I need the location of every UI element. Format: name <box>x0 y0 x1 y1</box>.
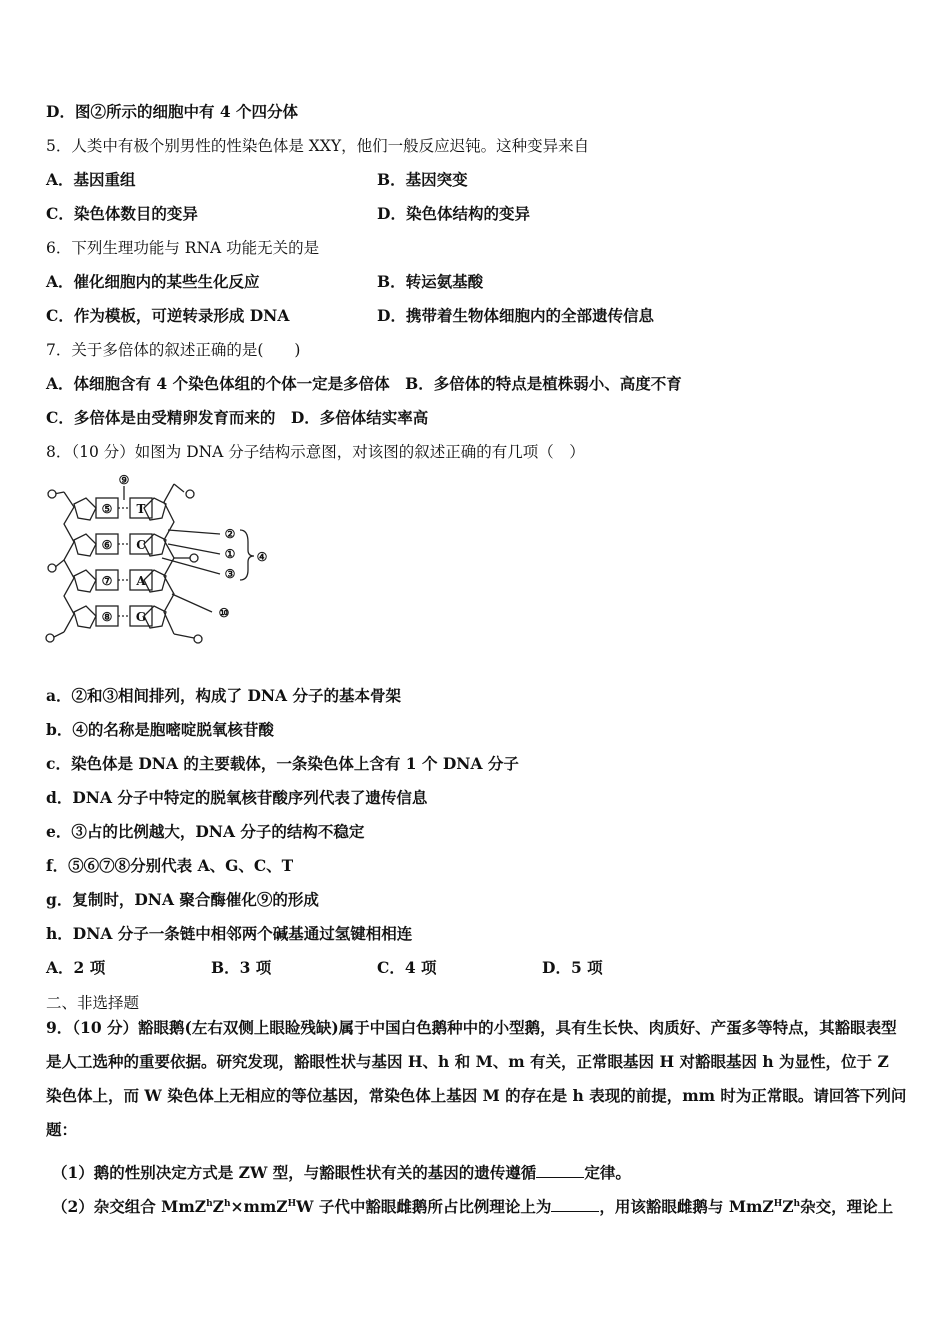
q5-option-b: B．基因突变 <box>377 170 468 189</box>
label-4: ④ <box>256 550 268 564</box>
q5-option-a: A．基因重组 <box>46 170 136 189</box>
base-letter: A <box>136 574 146 588</box>
superscript: H <box>773 1198 783 1209</box>
q9-sub2 <box>52 1197 893 1217</box>
q6-option-c: C．作为模板，可逆转录形成 DNA <box>46 306 290 325</box>
label-1: ① <box>224 547 236 561</box>
q8-statement-a: a．②和③相间排列，构成了 DNA 分子的基本骨架 <box>46 686 401 705</box>
q9-sub2-text: W 子代中豁眼雌鹅所占比例理论上为 <box>296 1197 552 1216</box>
q6-option-a: A．催化细胞内的某些生化反应 <box>46 272 260 291</box>
q5-option-c: C．染色体数目的变异 <box>46 204 198 223</box>
section-heading: 二、非选择题 <box>46 994 140 1012</box>
q6-stem: 6．下列生理功能与 RNA 功能无关的是 <box>46 239 320 257</box>
base-letter: T <box>136 502 146 516</box>
q8-option-b: B．3 项 <box>211 958 272 977</box>
q9-sub1-text: （1）鹅的性别决定方式是 ZW 型，与豁眼性状有关的基因的遗传遵循 <box>52 1163 537 1182</box>
q8-statement-b: b．④的名称是胞嘧啶脱氧核苷酸 <box>46 720 274 739</box>
q9-sub2-text: （2）杂交组合 MmZ <box>52 1197 207 1216</box>
q8-stem: 8．（10 分）如图为 DNA 分子结构示意图，对该图的叙述正确的有几项（ ） <box>46 443 585 461</box>
dna-structure-diagram <box>44 472 284 652</box>
q5-stem: 5．人类中有极个别男性的性染色体是 XXY，他们一般反应迟钝。这种变异来自 <box>46 137 590 155</box>
nucleotide-number: ⑧ <box>101 610 113 624</box>
q7-stem: 7．关于多倍体的叙述正确的是( ) <box>46 341 301 359</box>
q9-paragraph: 9．（10 分）豁眼鹅(左右双侧上眼睑残缺)属于中国白色鹅种中的小型鹅，具有生长快、肉质好、产蛋多等特点，其豁眼表型是人工选种的重要依据。研究发现，豁眼性状与基因 H、h 和 M、m 有关，正常眼基因 H 对豁眼基因 h 为显性，位于 Z 染色体上，而 W 染色体上无相应的等位基因，常染色体上基因 M 的存在是 h 表现的前提，mm 时为正常眼。请回答下列问题： <box>46 1018 907 1139</box>
label-9: ⑨ <box>118 473 130 487</box>
q6-option-b: B．转运氨基酸 <box>377 272 484 291</box>
q7-options-cd: C．多倍体是由受精卵发育而来的 D．多倍体结实率高 <box>46 408 429 427</box>
nucleotide-number: ⑦ <box>101 574 113 588</box>
q8-statement-c: c．染色体是 DNA 的主要载体，一条染色体上含有 1 个 DNA 分子 <box>46 754 519 773</box>
label-3: ③ <box>224 567 236 581</box>
nucleotide-number: ⑤ <box>101 502 113 516</box>
q8-statement-d: d．DNA 分子中特定的脱氧核苷酸序列代表了遗传信息 <box>46 788 428 807</box>
base-letter: C <box>136 538 146 552</box>
q8-statement-f: f．⑤⑥⑦⑧分别代表 A、G、C、T <box>46 856 294 875</box>
q7-options-ab: A．体细胞含有 4 个染色体组的个体一定是多倍体 B．多倍体的特点是植株弱小、高度不育 <box>46 374 682 393</box>
superscript: h <box>793 1198 801 1209</box>
answer-blank[interactable] <box>536 1163 584 1178</box>
base-letter: G <box>135 610 147 624</box>
q6-option-d: D．携带着生物体细胞内的全部遗传信息 <box>377 306 654 325</box>
superscript: h <box>206 1198 213 1209</box>
q9-sub2-text: ，用该豁眼雌鹅与 MmZ <box>599 1197 774 1216</box>
q4-option-d: D．图②所示的细胞中有 4 个四分体 <box>46 102 299 121</box>
nucleotide-number: ⑥ <box>101 538 113 552</box>
q9-sub2-text: Z <box>782 1197 794 1216</box>
q5-options-cd <box>46 204 646 224</box>
label-10: ⑩ <box>218 606 230 620</box>
q9-sub2-text: ×mmZ <box>230 1197 288 1216</box>
q9-sub1-end: 定律。 <box>584 1163 631 1182</box>
label-2: ② <box>224 527 236 541</box>
superscript: H <box>287 1198 297 1209</box>
q9-sub2-text: Z <box>212 1197 224 1216</box>
superscript: h <box>223 1198 231 1209</box>
q8-option-a: A．2 项 <box>46 958 106 977</box>
q6-options-ab <box>46 272 746 292</box>
q8-statement-g: g．复制时，DNA 聚合酶催化⑨的形成 <box>46 890 319 909</box>
q9-sub1 <box>52 1163 631 1183</box>
q8-statement-h: h．DNA 分子一条链中相邻两个碱基通过氢键相相连 <box>46 924 413 943</box>
q6-options-cd <box>46 306 746 326</box>
q5-option-d: D．染色体结构的变异 <box>377 204 530 223</box>
answer-blank[interactable] <box>551 1197 599 1212</box>
q8-option-c: C．4 项 <box>377 958 437 977</box>
q8-statement-e: e．③占的比例越大，DNA 分子的结构不稳定 <box>46 822 365 841</box>
q5-options-ab <box>46 170 646 190</box>
q9-sub2-text: 杂交，理论上 <box>800 1197 894 1216</box>
q8-option-d: D．5 项 <box>542 958 603 977</box>
